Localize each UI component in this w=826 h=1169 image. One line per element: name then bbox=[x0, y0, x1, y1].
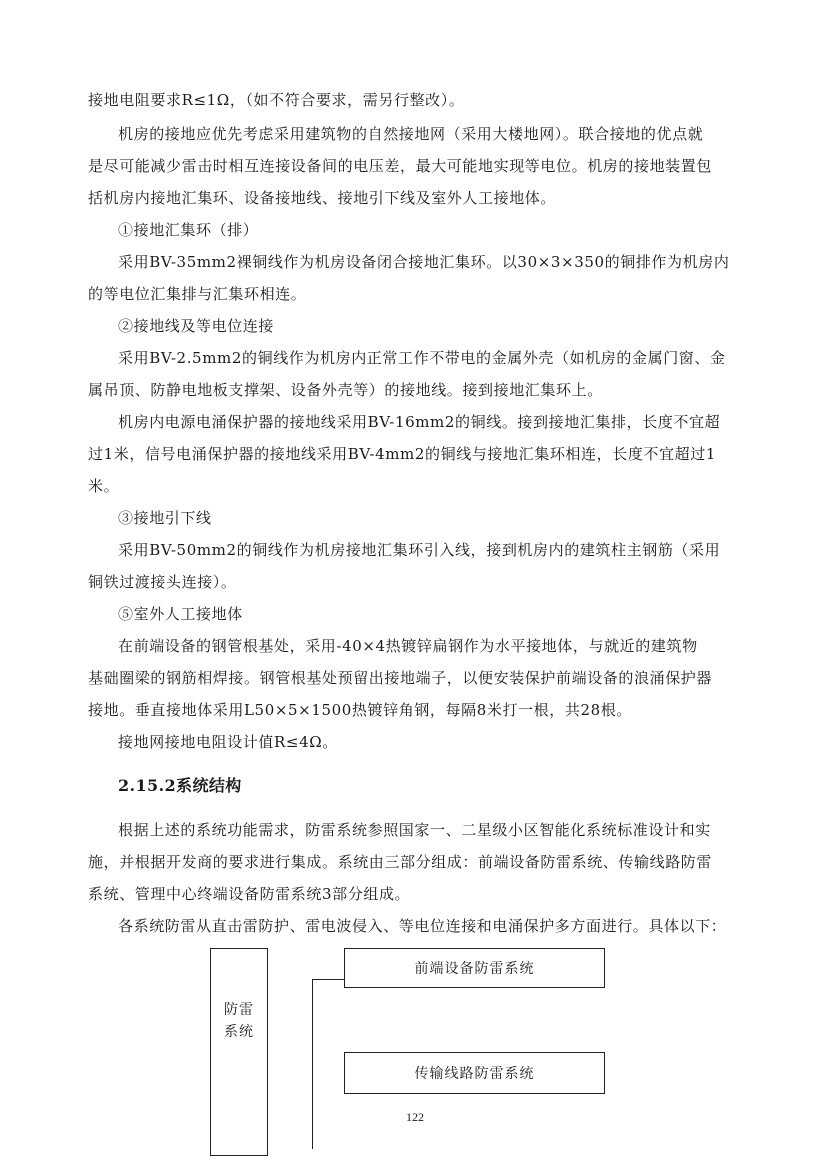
subheading-outdoor-electrode: ⑤室外人工接地体 bbox=[118, 605, 243, 623]
paragraph-line: 机房的接地应优先考虑采用建筑物的自然接地网（采用大楼地网）。联合接地的优点就 bbox=[118, 125, 704, 143]
diagram-child-label: 传输线路防雷系统 bbox=[414, 1066, 535, 1082]
paragraph-line: 接地网接地电阻设计值R≤4Ω。 bbox=[118, 733, 338, 751]
paragraph-line: 基础圈梁的钢筋相焊接。钢管根基处预留出接地端子，以便安装保护前端设备的浪涌保护器 bbox=[88, 669, 713, 687]
paragraph-line: 属吊顶、防静电地板支撑架、设备外壳等）的接地线。接到接地汇集环上。 bbox=[88, 381, 603, 399]
paragraph-line: 机房内电源电涌保护器的接地线采用BV-16mm2的铜线。接到接地汇集排，长度不宜超 bbox=[118, 413, 721, 431]
diagram-root-box bbox=[210, 948, 268, 1156]
paragraph-line: 是尽可能减少雷击时相互连接设备间的电压差，最大可能地实现等电位。机房的接地装置包 bbox=[88, 157, 713, 175]
diagram-child-label: 前端设备防雷系统 bbox=[414, 961, 535, 977]
subheading-grounding-ring: ①接地汇集环（排） bbox=[118, 221, 259, 239]
subheading-down-conductor: ③接地引下线 bbox=[118, 509, 212, 527]
paragraph-line: 过1米，信号电涌保护器的接地线采用BV-4mm2的铜线与接地汇集环相连，长度不宜超过1 bbox=[88, 445, 716, 463]
paragraph-line: 采用BV-2.5mm2的铜线作为机房内正常工作不带电的金属外壳（如机房的金属门窗、金 bbox=[118, 349, 726, 367]
paragraph-line: 采用BV-50mm2的铜线作为机房接地汇集环引入线，接到机房内的建筑柱主钢筋（采用 bbox=[118, 541, 721, 559]
paragraph-line: 接地电阻要求R≤1Ω，（如不符合要求，需另行整改）。 bbox=[88, 91, 465, 109]
paragraph-line: 括机房内接地汇集环、设备接地线、接地引下线及室外人工接地体。 bbox=[88, 189, 557, 207]
paragraph-line: 接地。垂直接地体采用L50×5×1500热镀锌角钢，每隔8米打一根，共28根。 bbox=[88, 701, 632, 719]
page-number: 122 bbox=[406, 1110, 424, 1124]
diagram-child-box-frontend bbox=[344, 948, 605, 988]
subheading-grounding-wire: ②接地线及等电位连接 bbox=[118, 317, 275, 335]
diagram-trunk-line bbox=[312, 979, 313, 1149]
paragraph-line: 的等电位汇集排与汇集环相连。 bbox=[88, 285, 307, 303]
paragraph-line: 施，并根据开发商的要求进行集成。系统由三部分组成：前端设备防雷系统、传输线路防雷 bbox=[88, 853, 713, 871]
diagram-child-box-transmission bbox=[344, 1052, 605, 1094]
diagram-root-label-line1: 防雷 bbox=[224, 1002, 254, 1018]
paragraph-line: 各系统防雷从直击雷防护、雷电波侵入、等电位连接和电涌保护多方面进行。具体以下： bbox=[118, 917, 727, 935]
diagram-root-label-line2: 系统 bbox=[224, 1024, 254, 1040]
diagram-branch-line bbox=[312, 979, 345, 980]
paragraph-line: 采用BV-35mm2裸铜线作为机房设备闭合接地汇集环。以30×3×350的铜排作为机房内 bbox=[118, 253, 730, 271]
paragraph-line: 米。 bbox=[88, 477, 120, 495]
section-heading: 2.15.2系统结构 bbox=[118, 776, 242, 795]
paragraph-line: 在前端设备的钢管根基处，采用-40×4热镀锌扁钢作为水平接地体，与就近的建筑物 bbox=[118, 637, 698, 655]
paragraph-line: 根据上述的系统功能需求，防雷系统参照国家一、二星级小区智能化系统标准设计和实 bbox=[118, 821, 711, 839]
paragraph-line: 铜铁过渡接头连接）。 bbox=[88, 573, 237, 591]
paragraph-line: 系统、管理中心终端设备防雷系统3部分组成。 bbox=[88, 885, 411, 903]
